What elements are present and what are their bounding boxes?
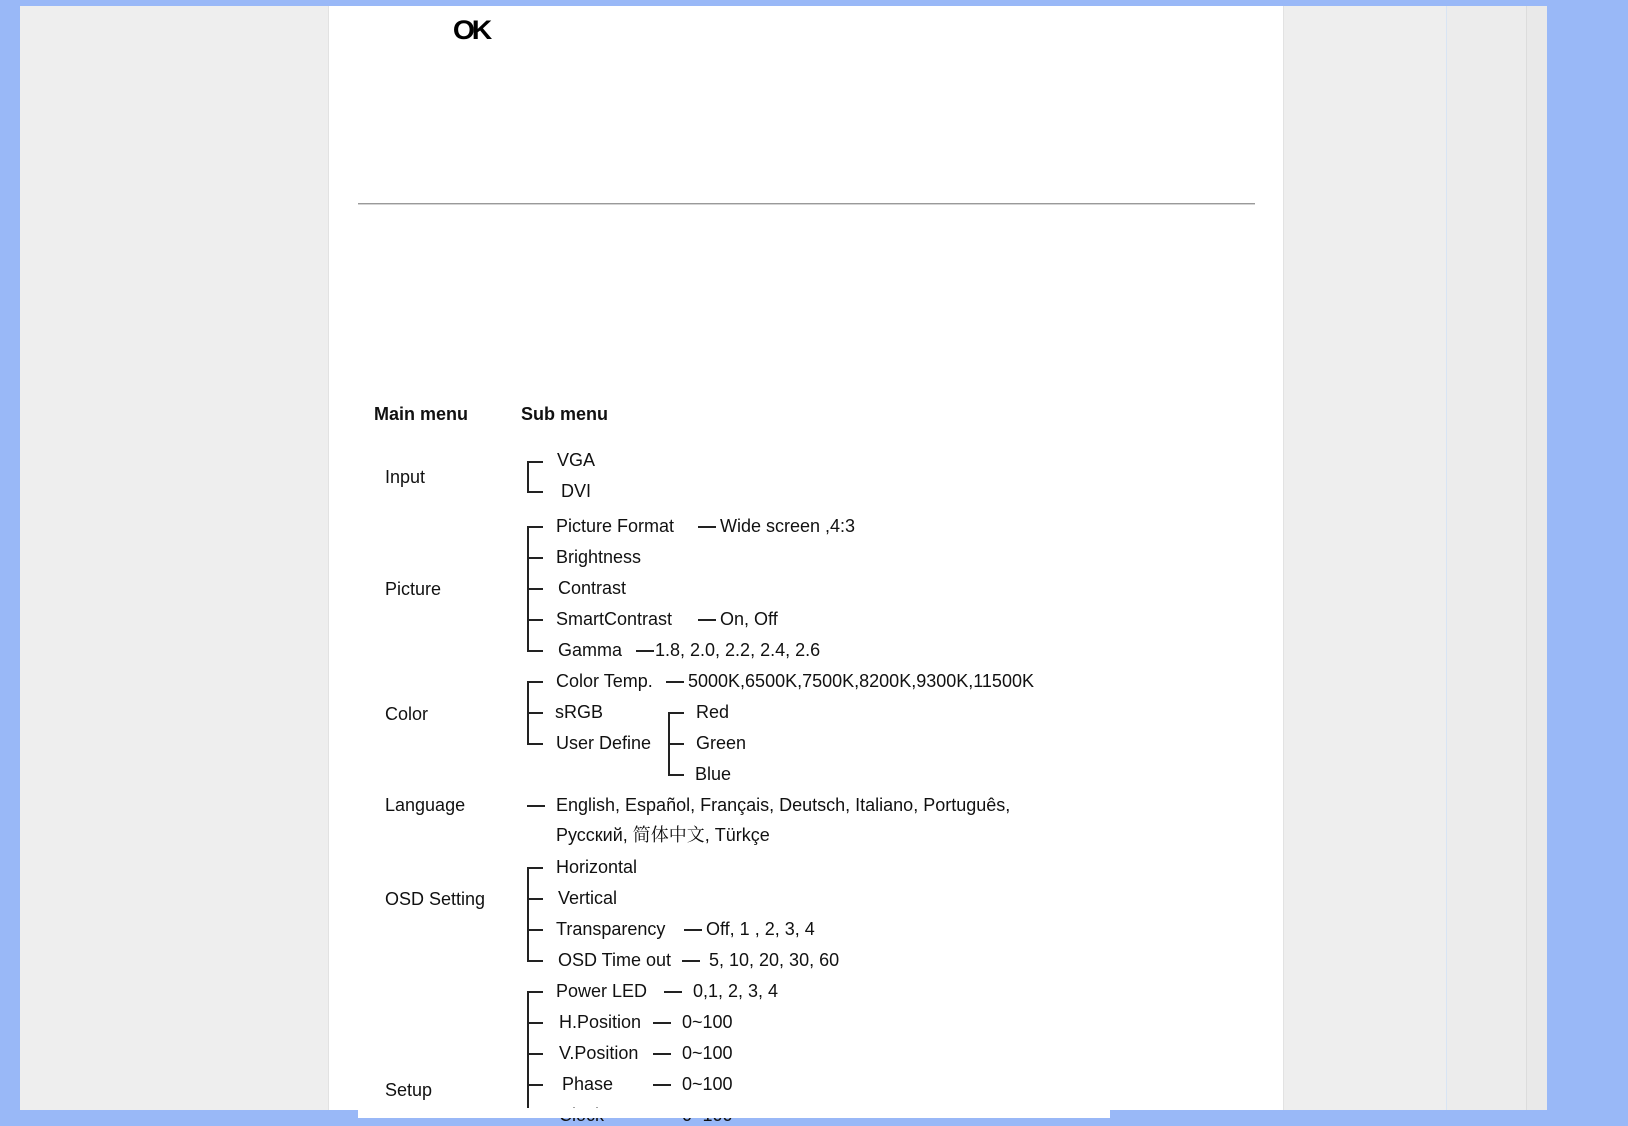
bracket-tick bbox=[527, 491, 543, 493]
value-dash bbox=[653, 1084, 671, 1086]
value-phase: 0~100 bbox=[682, 1074, 733, 1094]
sub-item-transparency: Transparency bbox=[556, 919, 666, 939]
value-smartcontrast: On, Off bbox=[720, 609, 778, 629]
bracket-tick bbox=[527, 650, 543, 652]
sub-item-v-position: V.Position bbox=[559, 1043, 639, 1063]
sub-item-power-led: Power LED bbox=[556, 981, 648, 1001]
main-item-osd-setting: OSD Setting bbox=[385, 889, 486, 909]
bottom-content-overlay bbox=[358, 1108, 1110, 1118]
header-main-menu: Main menu bbox=[374, 404, 469, 424]
sub-item-vga: VGA bbox=[557, 450, 596, 470]
value-color-temp: 5000K,6500K,7500K,8200K,9300K,11500K bbox=[688, 671, 1034, 691]
scrollbar-track[interactable] bbox=[1526, 6, 1547, 1118]
bracket-line bbox=[527, 461, 529, 492]
bracket-tick bbox=[527, 619, 543, 621]
sub-item-contrast: Contrast bbox=[558, 578, 627, 598]
value-dash bbox=[698, 619, 716, 621]
main-item-language: Language bbox=[385, 795, 466, 815]
bracket-tick bbox=[527, 461, 543, 463]
bracket-tick bbox=[527, 929, 543, 931]
bracket-tick bbox=[527, 898, 543, 900]
header-sub-menu: Sub menu bbox=[521, 404, 609, 424]
sub-item-color-temp: Color Temp. bbox=[556, 671, 653, 691]
bracket-tick bbox=[527, 681, 543, 683]
main-item-color: Color bbox=[385, 704, 429, 724]
main-item-picture: Picture bbox=[385, 579, 442, 599]
bracket-tick bbox=[527, 526, 543, 528]
bracket-tick bbox=[527, 588, 543, 590]
sub-item-horizontal: Horizontal bbox=[556, 857, 638, 877]
bracket-tick bbox=[527, 712, 543, 714]
sub-item-gamma: Gamma bbox=[558, 640, 623, 660]
value-gamma: 1.8, 2.0, 2.2, 2.4, 2.6 bbox=[655, 640, 821, 660]
sub-item-srgb: sRGB bbox=[555, 702, 604, 722]
value-dash bbox=[666, 681, 684, 683]
value-osd-time-out: 5, 10, 20, 30, 60 bbox=[709, 950, 840, 970]
sub-item-brightness: Brightness bbox=[556, 547, 642, 567]
bracket-tick bbox=[527, 867, 543, 869]
value-transparency: Off, 1 , 2, 3, 4 bbox=[706, 919, 815, 939]
main-item-setup: Setup bbox=[385, 1080, 433, 1100]
value-dash bbox=[682, 960, 700, 962]
bracket-tick bbox=[527, 991, 543, 993]
bracket-line bbox=[668, 712, 670, 775]
value-dash bbox=[684, 929, 702, 931]
value-dash bbox=[653, 1053, 671, 1055]
bracket-tick bbox=[527, 743, 543, 745]
sub-item-smartcontrast: SmartContrast bbox=[556, 609, 673, 629]
value-power-led: 0,1, 2, 3, 4 bbox=[693, 981, 779, 1001]
sub-item-osd-time-out: OSD Time out bbox=[558, 950, 672, 970]
value-dash bbox=[664, 991, 682, 993]
sub-item-user-define: User Define bbox=[556, 733, 652, 753]
main-item-input: Input bbox=[385, 467, 426, 487]
value-v-position: 0~100 bbox=[682, 1043, 733, 1063]
value-dash bbox=[698, 526, 716, 528]
bracket-tick bbox=[527, 1084, 543, 1086]
bracket-tick bbox=[527, 557, 543, 559]
right-margin-strip bbox=[1446, 6, 1527, 1118]
sub-item-dvi: DVI bbox=[561, 481, 592, 501]
bracket-line bbox=[527, 867, 529, 961]
bracket-tick bbox=[527, 1053, 543, 1055]
language-list-line-2: Русский, 简体中文, Türkçe bbox=[556, 825, 770, 845]
sub-item-blue: Blue bbox=[695, 764, 732, 784]
bracket-tick bbox=[668, 743, 684, 745]
value-dash bbox=[653, 1022, 671, 1024]
value-dash bbox=[527, 805, 545, 807]
sub-item-green: Green bbox=[696, 733, 747, 753]
sub-item-vertical: Vertical bbox=[558, 888, 618, 908]
sub-item-phase: Phase bbox=[562, 1074, 614, 1094]
value-h-position: 0~100 bbox=[682, 1012, 733, 1032]
bracket-tick bbox=[527, 1022, 543, 1024]
bracket-tick bbox=[668, 712, 684, 714]
value-picture-format: Wide screen ,4:3 bbox=[720, 516, 856, 536]
sub-item-h-position: H.Position bbox=[559, 1012, 642, 1032]
sub-item-red: Red bbox=[696, 702, 730, 722]
horizontal-divider bbox=[358, 203, 1255, 205]
bracket-tick bbox=[668, 774, 684, 776]
language-list-line-1: English, Español, Français, Deutsch, Italiano, Português, bbox=[556, 795, 1011, 815]
value-dash bbox=[636, 650, 654, 652]
sub-item-picture-format: Picture Format bbox=[556, 516, 675, 536]
ok-icon: OK bbox=[452, 15, 490, 45]
bracket-tick bbox=[527, 960, 543, 962]
